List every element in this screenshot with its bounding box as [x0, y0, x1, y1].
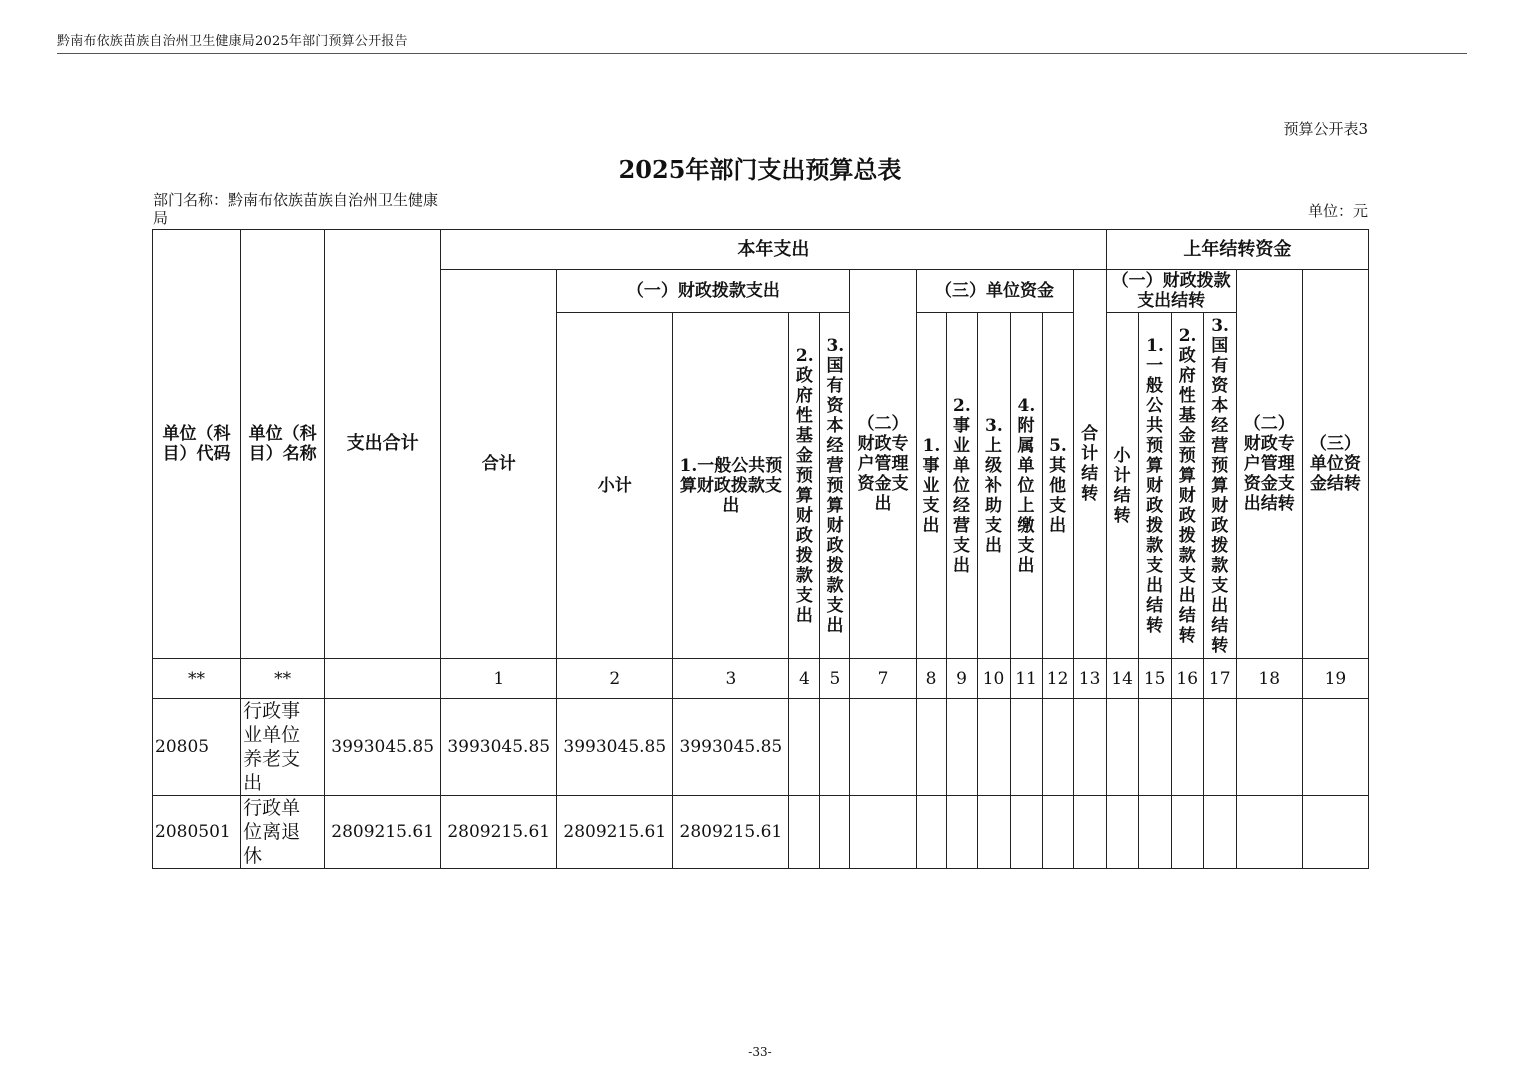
- index-cell: 7: [850, 659, 916, 699]
- index-cell: 1: [441, 659, 557, 699]
- row-general: 2809215.61: [673, 796, 789, 869]
- department-name: 部门名称：黔南布依族苗族自治州卫生健康局: [153, 191, 439, 227]
- empty-cell: [1171, 699, 1203, 796]
- empty-cell: [1302, 699, 1368, 796]
- col-header-sum: 合计: [441, 270, 557, 659]
- empty-cell: [1073, 796, 1106, 869]
- empty-cell: [1010, 699, 1042, 796]
- empty-cell: [977, 796, 1010, 869]
- index-cell: 9: [946, 659, 977, 699]
- index-cell: 4: [789, 659, 820, 699]
- col-header-co-special: （二）财政专户管理资金支出结转: [1236, 270, 1302, 659]
- index-cell: [325, 659, 441, 699]
- index-cell: 17: [1203, 659, 1236, 699]
- unit-label: 单位：元: [1307, 202, 1368, 220]
- empty-cell: [1203, 699, 1236, 796]
- empty-cell: [946, 796, 977, 869]
- empty-cell: [1236, 796, 1302, 869]
- index-cell: 10: [977, 659, 1010, 699]
- index-row: [153, 659, 1369, 699]
- index-cell: 14: [1106, 659, 1138, 699]
- document-header: 黔南布依族苗族自治州卫生健康局2025年部门预算公开报告: [57, 34, 408, 49]
- index-cell: 8: [916, 659, 946, 699]
- page-number: -33-: [748, 1045, 772, 1059]
- col-header-co-total: 合计结转: [1073, 270, 1106, 659]
- index-cell: 16: [1171, 659, 1203, 699]
- empty-cell: [850, 699, 916, 796]
- col-header-code: 单位（科目）代码: [153, 230, 241, 659]
- header-divider: [57, 53, 1467, 54]
- index-cell: 19: [1302, 659, 1368, 699]
- row-name-cell: [241, 699, 325, 796]
- row-sum: 2809215.61: [441, 796, 557, 869]
- empty-cell: [1236, 699, 1302, 796]
- col-header-state-cap: 3.国有资本经营预算财政拨款支出: [820, 313, 850, 659]
- row-total: 2809215.61: [325, 796, 441, 869]
- table-row: [153, 796, 1369, 869]
- empty-cell: [1302, 796, 1368, 869]
- row-code: 2080501: [153, 796, 241, 869]
- row-subtotal: 2809215.61: [557, 796, 673, 869]
- col-header-other: 5.其他支出: [1042, 313, 1073, 659]
- col-header-subtotal: 小计: [557, 313, 673, 659]
- empty-cell: [850, 796, 916, 869]
- col-header-fiscal: （一）财政拨款支出: [557, 270, 850, 313]
- empty-cell: [1073, 699, 1106, 796]
- index-cell: 18: [1236, 659, 1302, 699]
- row-name: 行政事业单位养老支出: [243, 700, 301, 794]
- col-header-carryover: 上年结转资金: [1106, 230, 1368, 270]
- table-code: 预算公开表3: [1283, 120, 1368, 138]
- row-subtotal: 3993045.85: [557, 699, 673, 796]
- page-title: 2025年部门支出预算总表: [618, 155, 902, 184]
- empty-cell: [1106, 699, 1138, 796]
- row-code: 20805: [153, 699, 241, 796]
- index-cell: 13: [1073, 659, 1106, 699]
- empty-cell: [1203, 796, 1236, 869]
- index-cell: 3: [673, 659, 789, 699]
- index-cell: **: [241, 659, 325, 699]
- index-cell: 2: [557, 659, 673, 699]
- empty-cell: [1138, 796, 1171, 869]
- budget-table: [152, 229, 1369, 869]
- col-header-co-fiscal: （一）财政拨款支出结转: [1106, 270, 1236, 313]
- index-cell: **: [153, 659, 241, 699]
- col-header-co-gov-fund: 2.政府性基金预算财政拨款支出结转: [1171, 313, 1203, 659]
- empty-cell: [1138, 699, 1171, 796]
- col-header-gov-fund: 2.政府性基金预算财政拨款支出: [789, 313, 820, 659]
- col-header-this-year: 本年支出: [441, 230, 1106, 270]
- index-cell: 11: [1010, 659, 1042, 699]
- empty-cell: [1042, 699, 1073, 796]
- col-header-co-general: 1.一般公共预算财政拨款支出结转: [1138, 313, 1171, 659]
- empty-cell: [946, 699, 977, 796]
- empty-cell: [1171, 796, 1203, 869]
- col-header-total: 支出合计: [325, 230, 441, 659]
- empty-cell: [1010, 796, 1042, 869]
- empty-cell: [789, 796, 820, 869]
- empty-cell: [916, 699, 946, 796]
- row-total: 3993045.85: [325, 699, 441, 796]
- empty-cell: [916, 796, 946, 869]
- col-header-special: （二）财政专户管理资金支出: [850, 270, 916, 659]
- empty-cell: [1042, 796, 1073, 869]
- empty-cell: [1106, 796, 1138, 869]
- row-general: 3993045.85: [673, 699, 789, 796]
- row-name: 行政单位离退休: [243, 797, 301, 867]
- empty-cell: [820, 796, 850, 869]
- col-header-subsidy: 3.上级补助支出: [977, 313, 1010, 659]
- col-header-general: 1.一般公共预算财政拨款支出: [673, 313, 789, 659]
- empty-cell: [789, 699, 820, 796]
- col-header-co-unit: （三）单位资金结转: [1302, 270, 1368, 659]
- index-cell: 5: [820, 659, 850, 699]
- empty-cell: [977, 699, 1010, 796]
- row-sum: 3993045.85: [441, 699, 557, 796]
- row-name-cell: [241, 796, 325, 869]
- col-header-affiliated: 4.附属单位上缴支出: [1010, 313, 1042, 659]
- col-header-unit-funds: （三）单位资金: [916, 270, 1073, 313]
- col-header-name: 单位（科目）名称: [241, 230, 325, 659]
- table-row: [153, 699, 1369, 796]
- col-header-co-subtotal: 小计结转: [1106, 313, 1138, 659]
- empty-cell: [820, 699, 850, 796]
- index-cell: 12: [1042, 659, 1073, 699]
- col-header-career: 1.事业支出: [916, 313, 946, 659]
- col-header-co-state-cap: 3.国有资本经营预算财政拨款支出结转: [1203, 313, 1236, 659]
- index-cell: 15: [1138, 659, 1171, 699]
- col-header-career-op: 2.事业单位经营支出: [946, 313, 977, 659]
